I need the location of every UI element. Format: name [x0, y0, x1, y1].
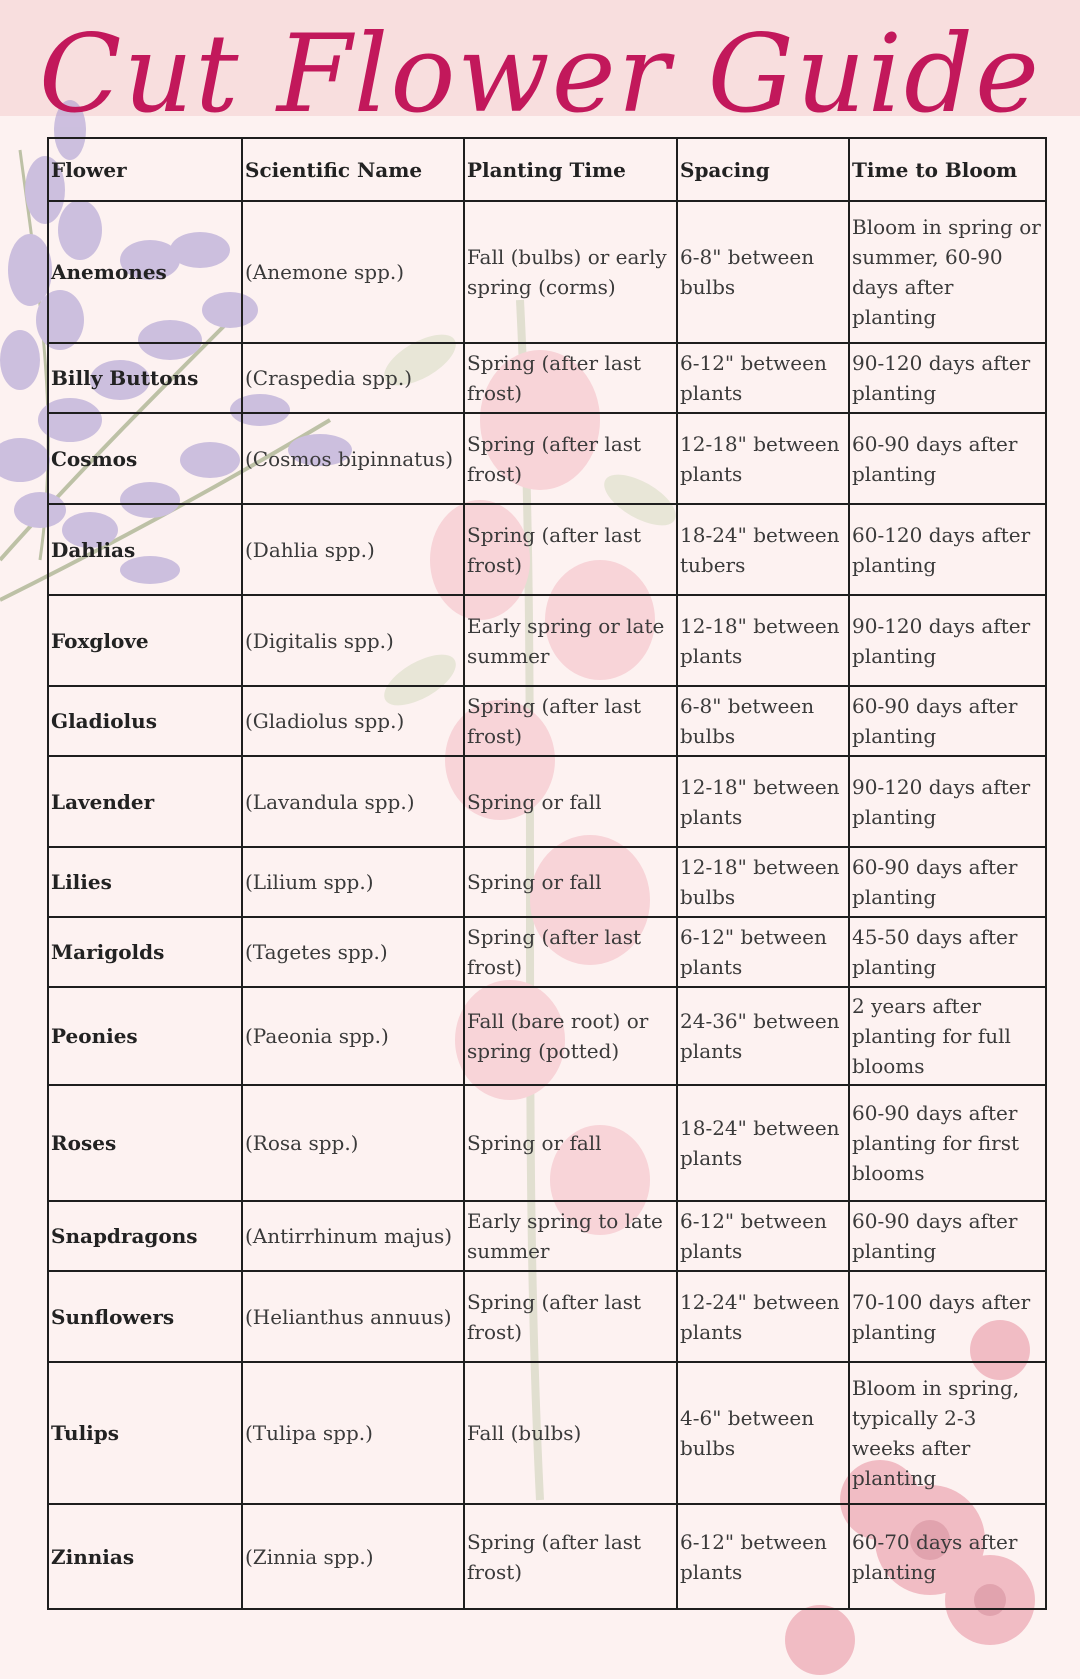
cell-spacing: 18-24" between tubers [677, 504, 849, 595]
cell-planting-time: Spring (after last frost) [464, 343, 677, 413]
page-title: Cut Flower Guide [38, 12, 1042, 137]
cell-planting-time: Spring or fall [464, 847, 677, 917]
cell-planting-time: Spring or fall [464, 756, 677, 847]
cell-flower: Lavender [48, 756, 242, 847]
cell-planting-time: Spring (after last frost) [464, 1271, 677, 1362]
cell-flower: Dahlias [48, 504, 242, 595]
cell-flower: Anemones [48, 201, 242, 343]
cell-spacing: 6-12" between plants [677, 1201, 849, 1271]
cell-spacing: 18-24" between plants [677, 1085, 849, 1201]
cell-time-to-bloom: 70-100 days after planting [849, 1271, 1046, 1362]
cell-time-to-bloom: 90-120 days after planting [849, 343, 1046, 413]
cell-time-to-bloom: Bloom in spring, typically 2-3 weeks after planting [849, 1362, 1046, 1504]
cell-scientific-name: (Zinnia spp.) [242, 1504, 464, 1609]
cell-planting-time: Early spring or late summer [464, 595, 677, 686]
cell-scientific-name: (Lavandula spp.) [242, 756, 464, 847]
table-row [48, 917, 1046, 987]
cell-spacing: 6-12" between plants [677, 917, 849, 987]
table-row [48, 847, 1046, 917]
cell-time-to-bloom: 60-90 days after planting [849, 1201, 1046, 1271]
cell-spacing: 12-18" between bulbs [677, 847, 849, 917]
table-row [48, 1362, 1046, 1504]
cell-time-to-bloom: 60-70 days after planting [849, 1504, 1046, 1609]
table-row [48, 413, 1046, 504]
cell-scientific-name: (Cosmos bipinnatus) [242, 413, 464, 504]
cell-flower: Foxglove [48, 595, 242, 686]
cell-scientific-name: (Lilium spp.) [242, 847, 464, 917]
cell-time-to-bloom: 60-90 days after planting for first blooms [849, 1085, 1046, 1201]
cell-flower: Billy Buttons [48, 343, 242, 413]
cell-flower: Tulips [48, 1362, 242, 1504]
table-row [48, 1504, 1046, 1609]
header-time-to-bloom: Time to Bloom [849, 138, 1046, 201]
cell-time-to-bloom: 60-90 days after planting [849, 847, 1046, 917]
cell-scientific-name: (Gladiolus spp.) [242, 686, 464, 756]
cell-scientific-name: (Tulipa spp.) [242, 1362, 464, 1504]
table-row [48, 686, 1046, 756]
cell-planting-time: Fall (bulbs) or early spring (corms) [464, 201, 677, 343]
cell-planting-time: Fall (bare root) or spring (potted) [464, 987, 677, 1085]
cell-planting-time: Spring (after last frost) [464, 917, 677, 987]
cell-planting-time: Spring (after last frost) [464, 504, 677, 595]
cell-flower: Roses [48, 1085, 242, 1201]
cell-time-to-bloom: 60-90 days after planting [849, 686, 1046, 756]
table-row [48, 987, 1046, 1085]
cell-spacing: 6-12" between plants [677, 343, 849, 413]
cell-time-to-bloom: 2 years after planting for full blooms [849, 987, 1046, 1085]
cell-time-to-bloom: 60-120 days after planting [849, 504, 1046, 595]
header-scientific-name: Scientific Name [242, 138, 464, 201]
cell-flower: Snapdragons [48, 1201, 242, 1271]
cell-scientific-name: (Paeonia spp.) [242, 987, 464, 1085]
table-row [48, 1271, 1046, 1362]
cell-flower: Cosmos [48, 413, 242, 504]
cell-planting-time: Spring (after last frost) [464, 686, 677, 756]
cell-planting-time: Fall (bulbs) [464, 1362, 677, 1504]
cell-spacing: 4-6" between bulbs [677, 1362, 849, 1504]
cell-spacing: 12-18" between plants [677, 756, 849, 847]
cell-time-to-bloom: 45-50 days after planting [849, 917, 1046, 987]
cell-flower: Marigolds [48, 917, 242, 987]
cell-scientific-name: (Antirrhinum majus) [242, 1201, 464, 1271]
cell-spacing: 12-18" between plants [677, 595, 849, 686]
cell-flower: Peonies [48, 987, 242, 1085]
cell-time-to-bloom: 60-90 days after planting [849, 413, 1046, 504]
cell-time-to-bloom: Bloom in spring or summer, 60-90 days after planting [849, 201, 1046, 343]
header-flower: Flower [48, 138, 242, 201]
cell-scientific-name: (Anemone spp.) [242, 201, 464, 343]
cell-spacing: 12-24" between plants [677, 1271, 849, 1362]
cell-time-to-bloom: 90-120 days after planting [849, 595, 1046, 686]
cell-flower: Gladiolus [48, 686, 242, 756]
cell-scientific-name: (Rosa spp.) [242, 1085, 464, 1201]
cell-spacing: 6-8" between bulbs [677, 686, 849, 756]
cell-scientific-name: (Dahlia spp.) [242, 504, 464, 595]
table-row [48, 1201, 1046, 1271]
cell-planting-time: Spring or fall [464, 1085, 677, 1201]
cell-planting-time: Spring (after last frost) [464, 1504, 677, 1609]
cell-planting-time: Spring (after last frost) [464, 413, 677, 504]
cell-scientific-name: (Digitalis spp.) [242, 595, 464, 686]
cell-spacing: 12-18" between plants [677, 413, 849, 504]
flower-guide-table [47, 137, 1047, 1610]
table-row [48, 756, 1046, 847]
cell-flower: Zinnias [48, 1504, 242, 1609]
cell-planting-time: Early spring to late summer [464, 1201, 677, 1271]
cell-scientific-name: (Craspedia spp.) [242, 343, 464, 413]
cell-spacing: 6-12" between plants [677, 1504, 849, 1609]
cell-spacing: 6-8" between bulbs [677, 201, 849, 343]
cell-flower: Sunflowers [48, 1271, 242, 1362]
table-row [48, 504, 1046, 595]
cell-flower: Lilies [48, 847, 242, 917]
table-row [48, 201, 1046, 343]
cell-spacing: 24-36" between plants [677, 987, 849, 1085]
table-row [48, 595, 1046, 686]
header-planting-time: Planting Time [464, 138, 677, 201]
cell-scientific-name: (Helianthus annuus) [242, 1271, 464, 1362]
table-row [48, 1085, 1046, 1201]
table-row [48, 343, 1046, 413]
cell-scientific-name: (Tagetes spp.) [242, 917, 464, 987]
cell-time-to-bloom: 90-120 days after planting [849, 756, 1046, 847]
header-spacing: Spacing [677, 138, 849, 201]
